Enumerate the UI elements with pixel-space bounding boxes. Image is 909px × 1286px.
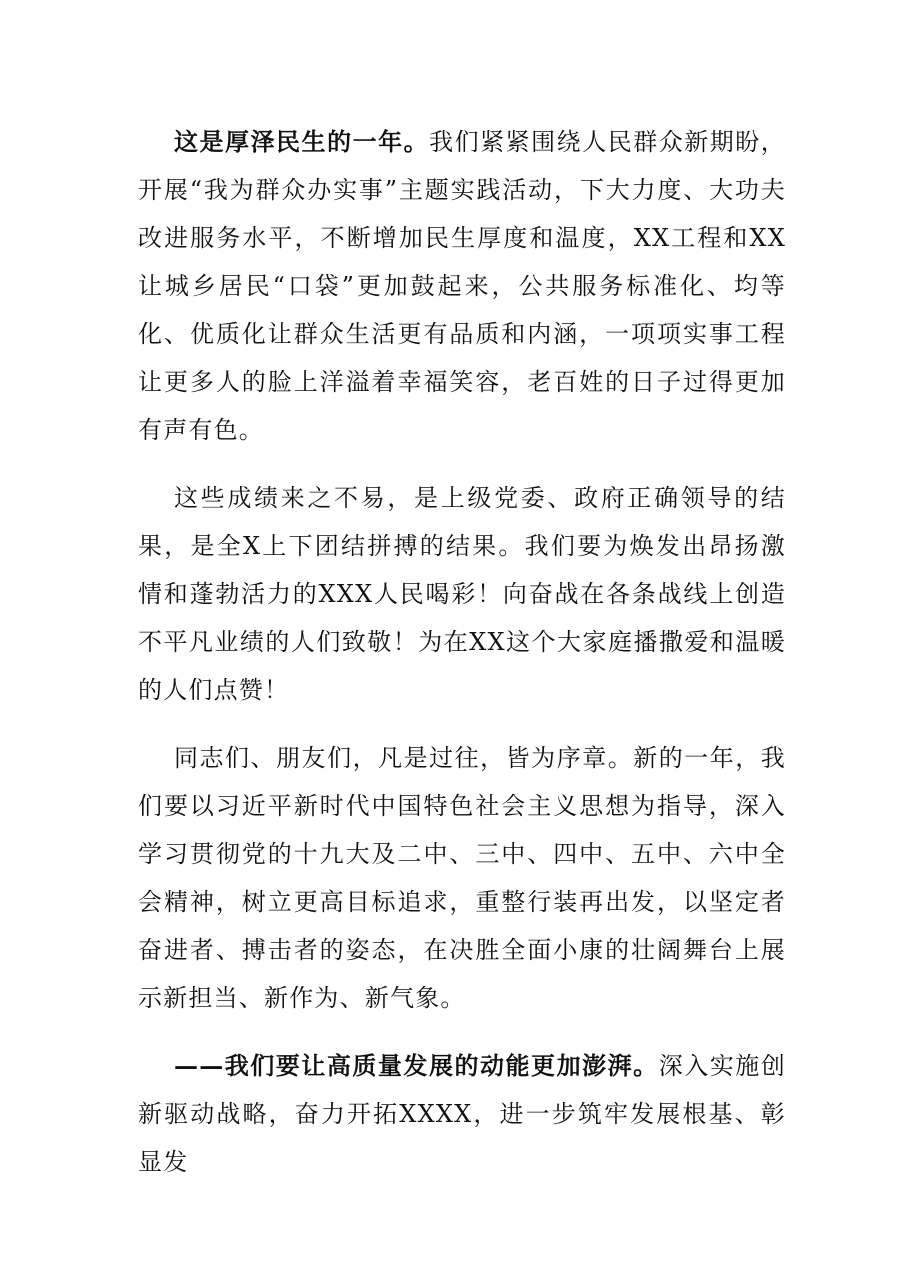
paragraph-text: 我们紧紧围绕人民群众新期盼，开展“我为群众办实事”主题实践活动，下大力度、大功夫改进服务水平，不断增加民生厚度和温度，XX工程和XX让城乡居民“口袋”更加鼓起来，公共服务标准化、均等化、优质化让群众生活更有品质和内涵，一项项实事工程让更多人的脸上洋溢着幸福笑容，老百姓的日子过得更加有声有色。 [138, 128, 786, 444]
paragraph-livelihood [138, 118, 786, 454]
paragraph-achievements [138, 474, 786, 714]
paragraph-development [138, 1042, 786, 1186]
paragraph-lead-bold: ——我们要让高质量发展的动能更加澎湃。 [174, 1051, 659, 1080]
document-body [138, 118, 786, 1206]
paragraph-text: 同志们、朋友们，凡是过往，皆为序章。新的一年，我们要以习近平新时代中国特色社会主义思想为指导，深入学习贯彻党的十九大及二中、三中、四中、五中、六中全会精神，树立更高目标追求，重整行装再出发，以坚定者奋进者、搏击者的姿态，在决胜全面小康的壮阔舞台上展示新担当、新作为、新气象。 [138, 744, 786, 1012]
paragraph-text: 深入实施创新驱动战略，奋力开拓XXXX，进一步筑牢发展根基、彰显发 [138, 1052, 786, 1176]
paragraph-lead-bold: 这是厚泽民生的一年。 [174, 127, 430, 156]
paragraph-text: 这些成绩来之不易，是上级党委、政府正确领导的结果，是全X上下团结拼搏的结果。我们要为焕发出昂扬激情和蓬勃活力的XXX人民喝彩！向奋战在各条战线上创造不平凡业绩的人们致敬！为在XX这个大家庭播撒爱和温暖的人们点赞！ [138, 484, 786, 704]
paragraph-new-year [138, 734, 786, 1022]
